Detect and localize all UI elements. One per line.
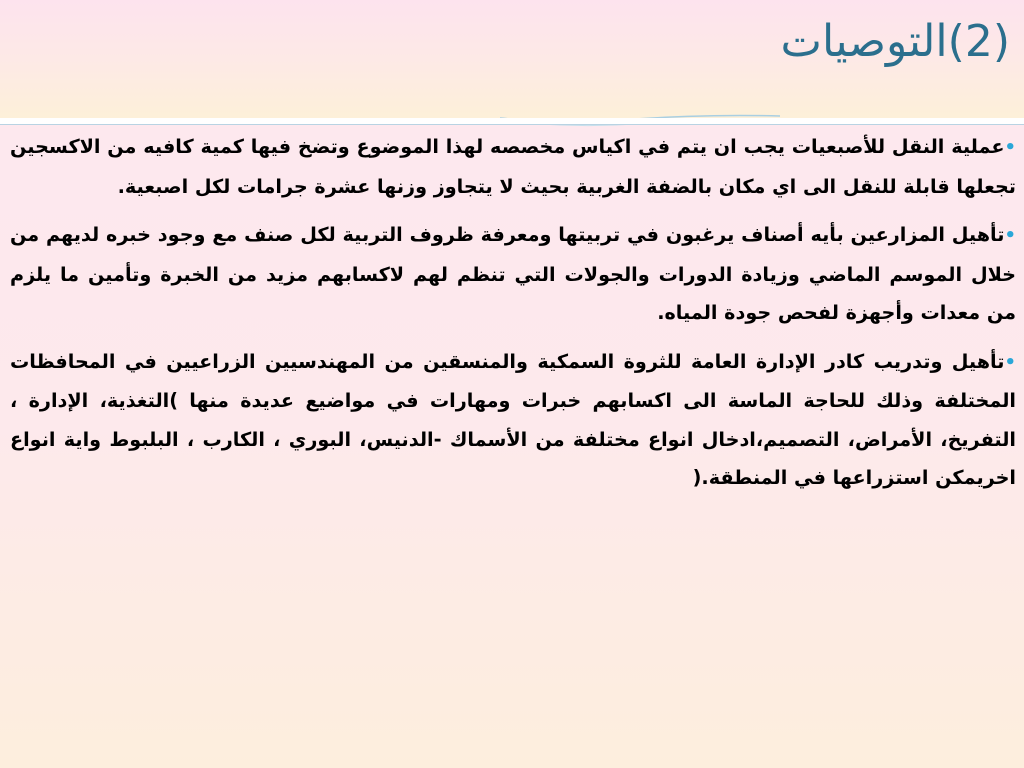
bullet-item-2 bbox=[10, 216, 1016, 333]
title-band bbox=[0, 0, 1024, 118]
bullet-text-2: تأهيل المزارعين بأيه أصناف يرغبون في تربيتها ومعرفة ظروف التربية لكل صنف مع وجود خبره لديهم من خلال الموسم الماضي وزيادة الدورات والجولات التي تنظم لهم لاكسابهم مزيد من الخبرة وتأمين ما يلزم من معدات وأجهزة لفحص جودة المياه. bbox=[10, 223, 1016, 324]
bullet-item-3 bbox=[10, 343, 1016, 498]
slide-title: (2)التوصيات bbox=[780, 16, 1010, 67]
bullet-text-1: عملية النقل للأصبعيات يجب ان يتم في اكياس مخصصه لهذا الموضوع وتضخ فيها كمية كافيه من الاكسجين تجعلها قابلة للنقل الى اي مكان بالضفة الغربية بحيث لا يتجاوز وزنها عشرة جرامات لكل اصبعية. bbox=[10, 135, 1016, 198]
title-divider-line bbox=[0, 124, 1024, 125]
bullet-icon: • bbox=[1004, 137, 1016, 158]
bullet-item-1 bbox=[10, 128, 1016, 206]
bullet-list bbox=[10, 128, 1016, 508]
bullet-icon: • bbox=[1004, 225, 1016, 246]
bullet-text-3: تأهيل وتدريب كادر الإدارة العامة للثروة السمكية والمنسقين من المهندسيين الزراعيين في المحافظات المختلفة وذلك للحاجة الماسة الى اكسابهم خبرات ومهارات في مواضيع عديدة منها )التغذية، الإدارة ، التفريخ، الأمراض، التصميم،ادخال انواع مختلفة من الأسماك -الدنيس، البوري ، الكارب ، البلبوط واية انواع اخريمكن استزراعها في المنطقة.( bbox=[10, 349, 1016, 489]
bullet-icon: • bbox=[1004, 351, 1016, 373]
